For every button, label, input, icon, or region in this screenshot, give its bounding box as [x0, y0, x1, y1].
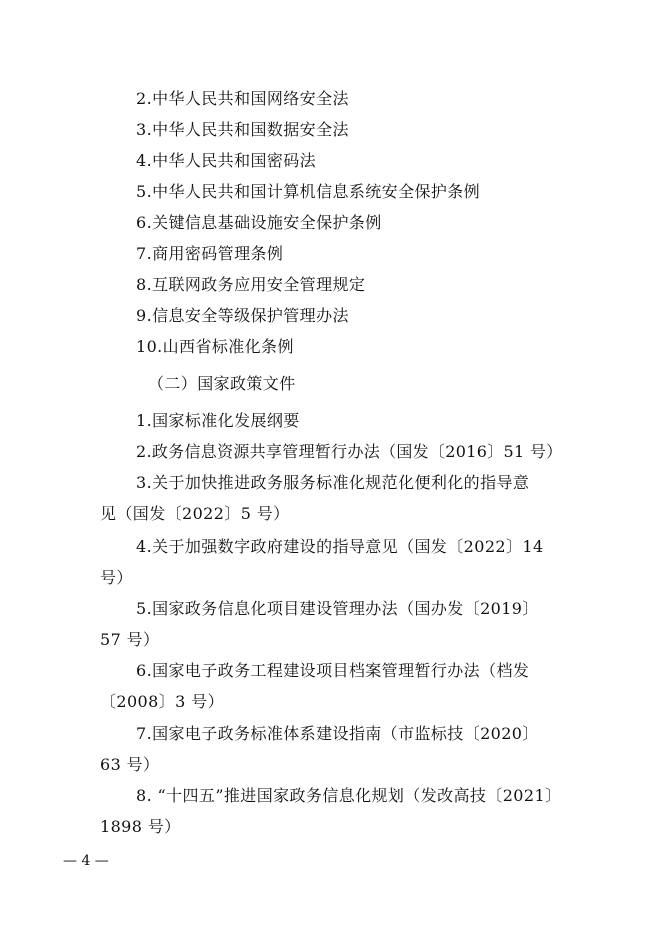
policy-item-continuation: 1898 号）: [100, 817, 181, 836]
policy-item: 3.关于加快推进政务服务标准化规范化便利化的指导意: [136, 473, 530, 492]
policy-item: 2.政务信息资源共享管理暂行办法（国发〔2016〕51 号）: [136, 442, 563, 461]
policy-item-continuation: 见（国发〔2022〕5 号）: [100, 504, 290, 523]
policy-item-continuation: 57 号）: [100, 630, 160, 649]
policy-item-continuation: 号）: [100, 568, 133, 587]
page-number: — 4 —: [63, 853, 109, 869]
policy-item: 4.关于加强数字政府建设的指导意见（国发〔2022〕14: [136, 537, 544, 556]
law-item: 8.互联网政务应用安全管理规定: [136, 275, 366, 294]
policy-item-continuation: 〔2008〕3 号）: [100, 692, 224, 711]
section-heading: （二）国家政策文件: [148, 374, 296, 393]
law-item: 3.中华人民共和国数据安全法: [136, 120, 349, 139]
policy-item: 7.国家电子政务标准体系建设指南（市监标技〔2020〕: [136, 724, 539, 743]
policy-item-continuation: 63 号）: [100, 755, 160, 774]
policy-item: 5.国家政务信息化项目建设管理办法（国办发〔2019〕: [136, 599, 539, 618]
policy-item: 8. “十四五”推进国家政务信息化规划（发改高技〔2021〕: [136, 786, 562, 805]
law-item: 5.中华人民共和国计算机信息系统安全保护条例: [136, 182, 481, 201]
policy-item: 1.国家标准化发展纲要: [136, 411, 300, 430]
law-item: 4.中华人民共和国密码法: [136, 151, 317, 170]
law-item: 2.中华人民共和国网络安全法: [136, 89, 349, 108]
law-item: 9.信息安全等级保护管理办法: [136, 306, 349, 325]
law-item: 7.商用密码管理条例: [136, 244, 284, 263]
law-item: 10.山西省标准化条例: [136, 337, 294, 356]
law-item: 6.关键信息基础设施安全保护条例: [136, 213, 382, 232]
policy-item: 6.国家电子政务工程建设项目档案管理暂行办法（档发: [136, 661, 530, 680]
